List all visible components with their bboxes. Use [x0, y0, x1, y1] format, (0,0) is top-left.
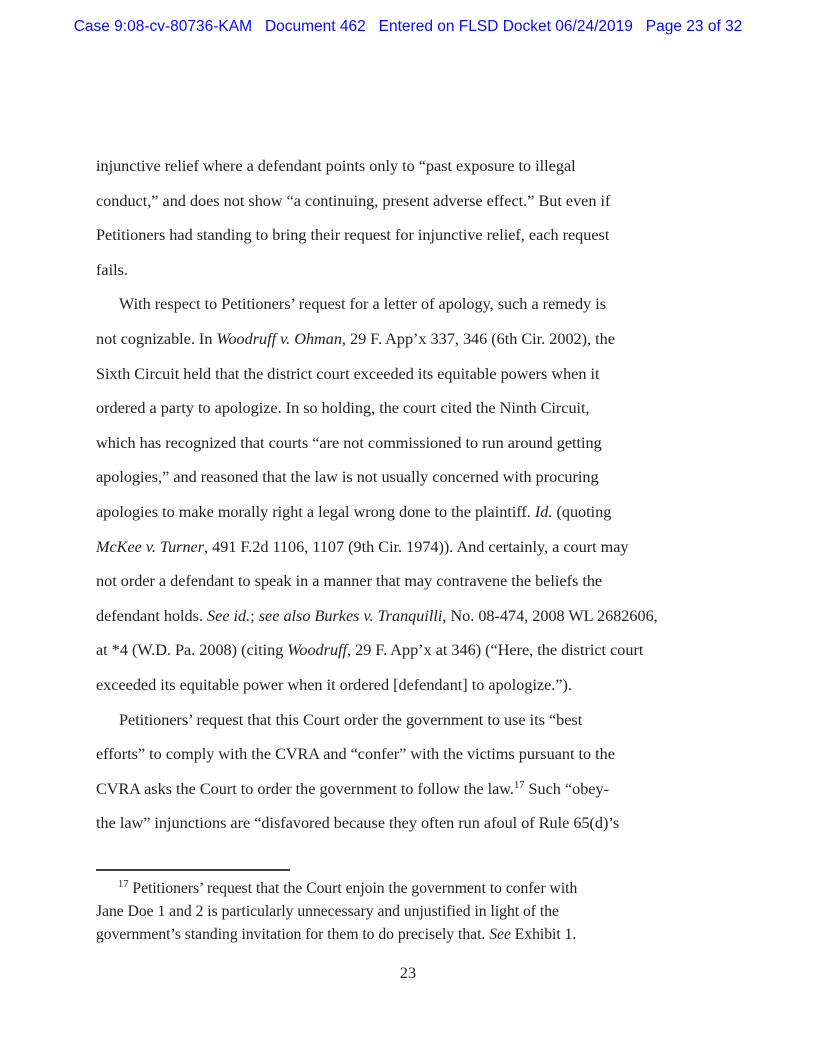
body-paragraph: [96, 703, 740, 841]
text-line: which has recognized that courts “are not commissioned to run around getting: [96, 433, 602, 452]
text-line: ordered a party to apologize. In so holding, the court cited the Ninth Circuit,: [96, 399, 590, 418]
text-line: exceeded its equitable power when it ordered [defendant] to apologize.”).: [96, 675, 572, 694]
text-line: CVRA asks the Court to order the government to follow the law.$^{17}$ Such “obey-: [96, 779, 609, 798]
text-line: efforts” to comply with the CVRA and “confer” with the victims pursuant to the: [96, 745, 615, 764]
text-line: fails.: [96, 260, 128, 279]
text-line: conduct,” and does not show “a continuing, present adverse effect.” But even if: [96, 191, 611, 210]
page-number: 23: [399, 964, 417, 982]
case-caption-header: Case 9:08-cv-80736-KAM Document 462 Entered on FLSD Docket 06/24/2019 Page 23 of 32: [73, 18, 743, 35]
text-line: McKee v. Turner, 491 F.2d 1106, 1107 (9th Cir. 1974)). And certainly, a court may: [96, 537, 629, 556]
text-line: Jane Doe 1 and 2 is particularly unnecessary and unjustified in light of the: [96, 902, 559, 920]
body-paragraph: [96, 287, 740, 702]
text-line: the law” injunctions are “disfavored because they often run afoul of Rule 65(d)’s: [96, 814, 620, 833]
footnote: [96, 878, 740, 946]
text-line: Petitioners’ request that this Court order the government to use its “best: [119, 710, 583, 729]
document-body: [96, 149, 740, 841]
text-line: not cognizable. In Woodruff v. Ohman, 29 F. App’x 337, 346 (6th Cir. 2002), the: [96, 329, 615, 348]
footnote-reference: 17: [118, 879, 129, 890]
text-line: not order a defendant to speak in a manner that may contravene the beliefs the: [96, 572, 603, 591]
text-line: Sixth Circuit held that the district court exceeded its equitable powers when it: [96, 364, 600, 383]
text-line: at *4 (W.D. Pa. 2008) (citing Woodruff, 29 F. App’x at 346) (“Here, the district court: [96, 641, 644, 660]
text-line: injunctive relief where a defendant points only to “past exposure to illegal: [96, 157, 576, 175]
text-line: defendant holds. See id.; see also Burkes v. Tranquilli, No. 08-474, 2008 WL 2682606,: [96, 606, 658, 625]
text-line: government’s standing invitation for them to do precisely that. See Exhibit 1.: [96, 925, 577, 943]
text-line: With respect to Petitioners’ request for a letter of apology, such a remedy is: [119, 295, 607, 314]
footnote-separator-rule: [96, 869, 290, 871]
text-line: $^{17}$ Petitioners’ request that the Court enjoin the government to confer with: [118, 879, 578, 897]
text-line: apologies,” and reasoned that the law is not usually concerned with procuring: [96, 468, 599, 487]
text-line: Petitioners had standing to bring their request for injunctive relief, each request: [96, 226, 610, 245]
body-paragraph: [96, 149, 740, 287]
text-line: apologies to make morally right a legal wrong done to the plaintiff. Id. (quoting: [96, 502, 612, 521]
footnote-reference: 17: [513, 779, 525, 791]
